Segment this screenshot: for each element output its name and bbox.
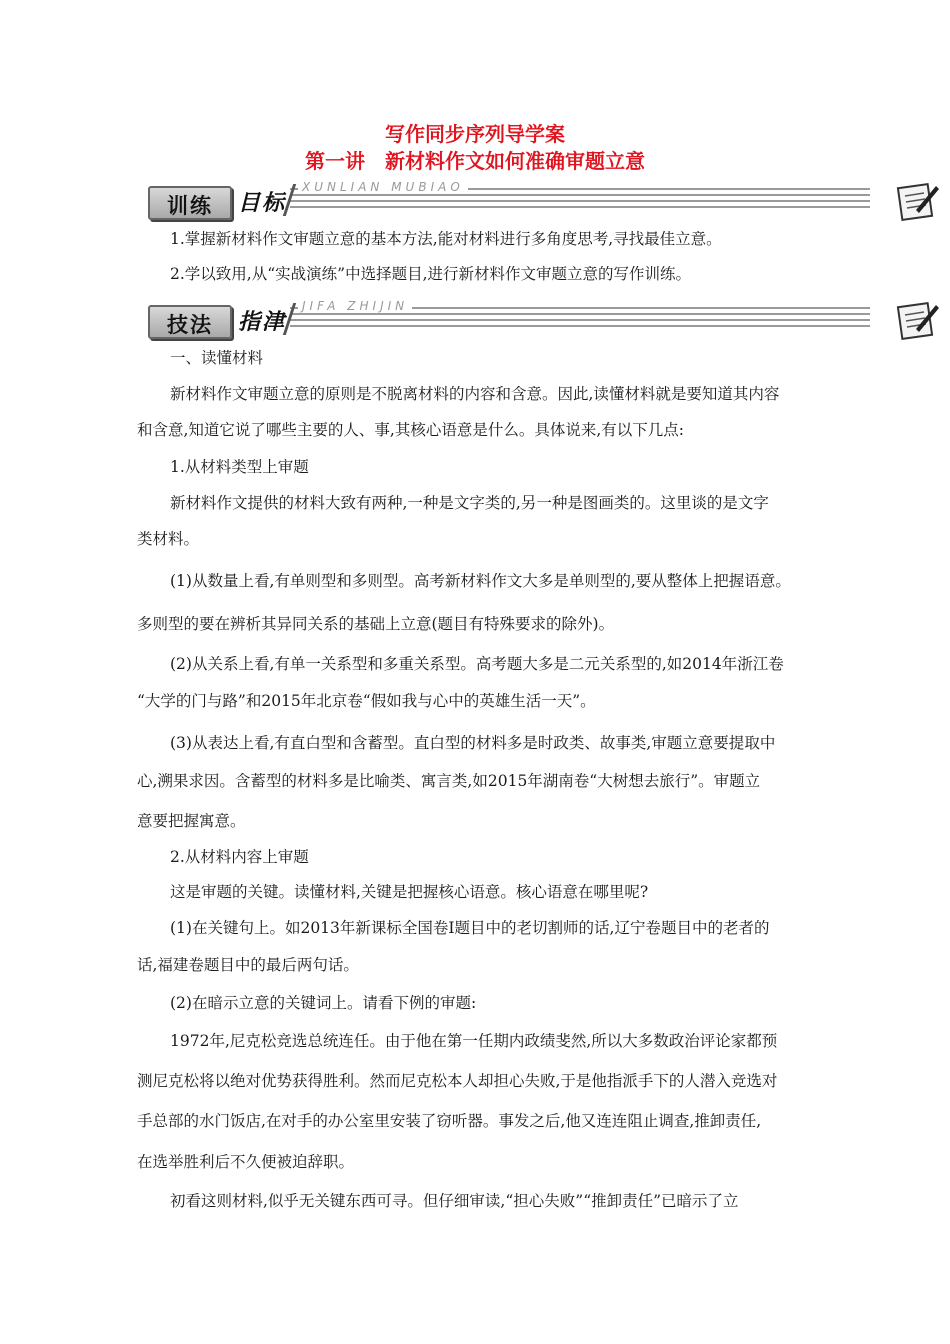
lesson-title: 第一讲 新材料作文如何准确审题立意 — [305, 149, 645, 173]
paragraph-line: “大学的门与路”和2015年北京卷“假如我与心中的英雄生活一天”。 — [137, 692, 596, 710]
paragraph-line: 心,溯果求因。含蓄型的材料多是比喻类、寓言类,如2015年湖南卷“大树想去旅行”。审题立 — [137, 772, 761, 790]
paragraph-line: 和含意,知道它说了哪些主要的人、事,其核心语意是什么。具体说来,有以下几点: — [137, 421, 685, 439]
goal-item: 2.学以致用,从“实战演练”中选择题目,进行新材料作文审题立意的写作训练。 — [170, 265, 691, 283]
document-title: 写作同步序列导学案 — [385, 122, 565, 146]
banner-pinyin: XUNLIAN MUBIAO — [298, 180, 468, 194]
paragraph-line: 意要把握寓意。 — [137, 812, 246, 830]
paragraph-line: 新材料作文提供的材料大致有两种,一种是文字类的,另一种是图画类的。这里谈的是文字 — [170, 494, 769, 512]
paragraph-line: 测尼克松将以绝对优势获得胜利。然而尼克松本人却担心失败,于是他指派手下的人潜入竞选对 — [137, 1072, 778, 1090]
section-heading: 一、读懂材料 — [170, 349, 264, 367]
paragraph-line: 新材料作文审题立意的原则是不脱离材料的内容和含意。因此,读懂材料就是要知道其内容 — [170, 385, 780, 403]
banner-label-secondary: 目标 — [238, 191, 287, 216]
banner-label-secondary: 指津 — [238, 310, 287, 335]
paragraph-line: (2)从关系上看,有单一关系型和多重关系型。高考题大多是二元关系型的,如2014年浙江卷 — [170, 655, 784, 673]
paragraph-line: 这是审题的关键。读懂材料,关键是把握核心语意。核心语意在哪里呢? — [170, 883, 649, 901]
section-banner-methods — [140, 299, 940, 341]
banner-label-box — [148, 305, 232, 339]
paragraph-line: 多则型的要在辨析其异同关系的基础上立意(题目有特殊要求的除外)。 — [137, 615, 615, 633]
banner-pinyin: JIFA ZHIJIN — [298, 299, 412, 313]
goal-item: 1.掌握新材料作文审题立意的基本方法,能对材料进行多角度思考,寻找最佳立意。 — [170, 230, 722, 248]
banner-label-primary: 技法 — [167, 313, 213, 337]
paragraph-line: 类材料。 — [137, 530, 200, 548]
note-pencil-icon — [894, 180, 940, 222]
paragraph-line: (2)在暗示立意的关键词上。请看下例的审题: — [170, 994, 477, 1012]
section-banner-goals — [140, 180, 940, 222]
paragraph-line: (1)在关键句上。如2013年新课标全国卷Ⅰ题目中的老切割师的话,辽宁卷题目中的老者的 — [170, 919, 770, 937]
paragraph-line: 在选举胜利后不久便被迫辞职。 — [137, 1153, 355, 1171]
paragraph-line: 手总部的水门饭店,在对手的办公室里安装了窃听器。事发之后,他又连连阻止调查,推卸责任, — [137, 1112, 762, 1130]
note-pencil-icon — [894, 299, 940, 341]
subsection-heading: 1.从材料类型上审题 — [170, 458, 309, 476]
paragraph-line: (3)从表达上看,有直白型和含蓄型。直白型的材料多是时政类、故事类,审题立意要提取中 — [170, 734, 776, 752]
paragraph-line: 初看这则材料,似乎无关键东西可寻。但仔细审读,“担心失败”“推卸责任”已暗示了立 — [170, 1192, 739, 1210]
paragraph-line: (1)从数量上看,有单则型和多则型。高考新材料作文大多是单则型的,要从整体上把握语意。 — [170, 572, 791, 590]
banner-label-primary: 训练 — [167, 194, 213, 218]
paragraph-line: 话,福建卷题目中的最后两句话。 — [137, 956, 359, 974]
subsection-heading: 2.从材料内容上审题 — [170, 848, 309, 866]
banner-label-box — [148, 186, 232, 220]
paragraph-line: 1972年,尼克松竞选总统连任。由于他在第一任期内政绩斐然,所以大多数政治评论家都预 — [170, 1032, 778, 1050]
